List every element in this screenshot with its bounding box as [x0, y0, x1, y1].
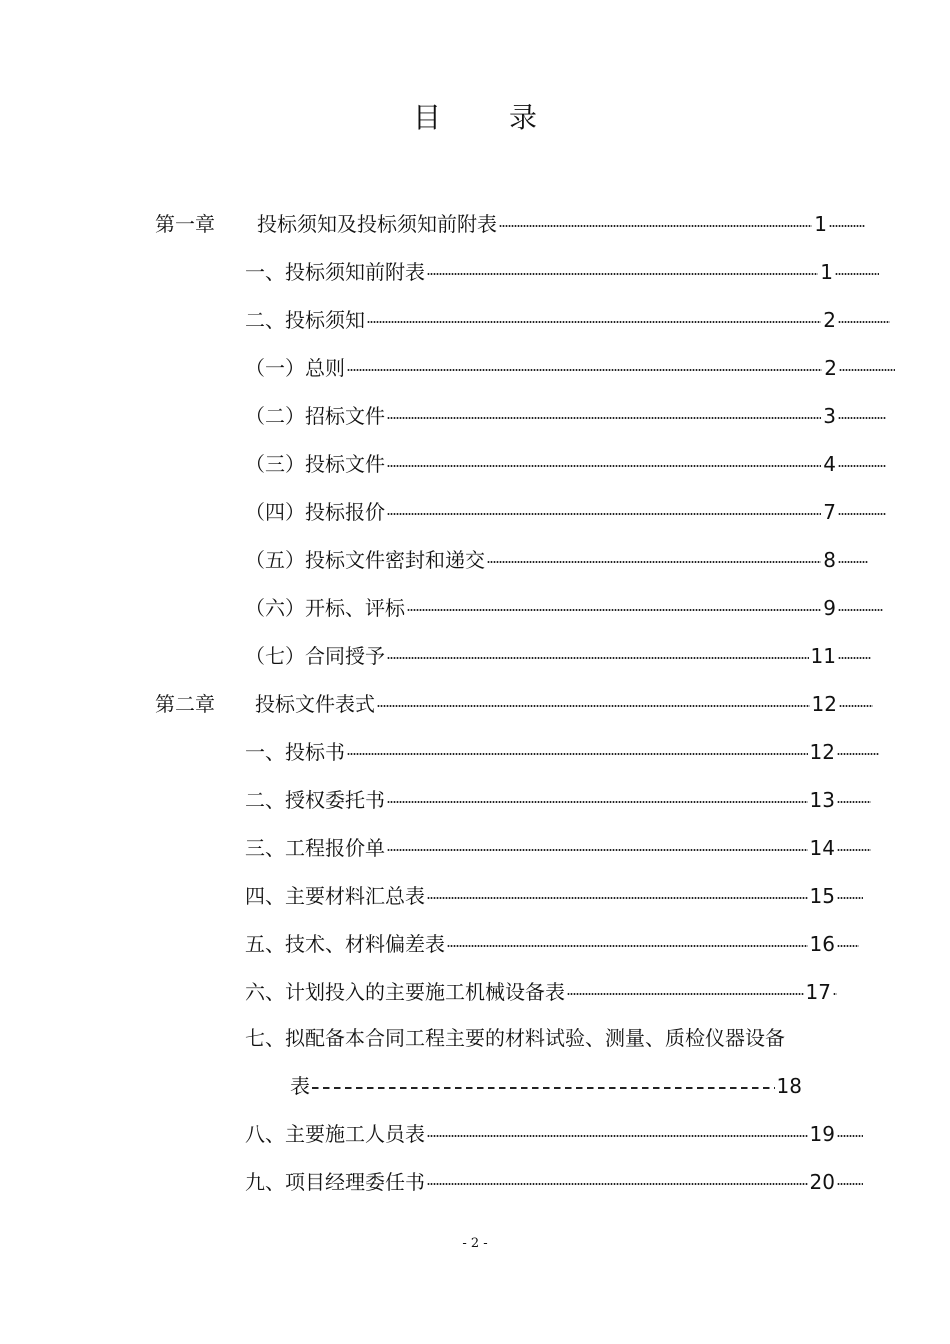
toc-entry[interactable]: [245, 544, 870, 576]
toc-page: 3: [823, 404, 836, 428]
toc-page: 14: [809, 836, 835, 860]
toc-page: 2: [824, 356, 837, 380]
toc-entry[interactable]: [245, 448, 888, 480]
toc-entry[interactable]: [245, 352, 897, 384]
toc-page: 18: [776, 1074, 802, 1098]
page-number-footer: - 2 -: [462, 1236, 488, 1251]
dot-leader: [407, 609, 821, 611]
dot-leader: [427, 1183, 808, 1185]
toc-entry[interactable]: [245, 1118, 865, 1150]
toc-page: 12: [811, 692, 837, 716]
toc-label: 二、投标须知: [245, 308, 365, 332]
toc-entry[interactable]: [245, 496, 888, 528]
dot-leader: [499, 225, 812, 227]
dot-leader: [835, 273, 879, 275]
toc-page: 11: [810, 644, 836, 668]
toc-label: 九、项目经理委任书: [245, 1170, 425, 1194]
dot-leader: [837, 801, 871, 803]
dash-leader: [312, 1087, 775, 1089]
dot-leader: [567, 993, 804, 995]
toc-label: 八、主要施工人员表: [245, 1122, 425, 1146]
toc-page: 12: [809, 740, 835, 764]
dot-leader: [838, 657, 871, 659]
toc-label: （四）投标报价: [245, 500, 385, 524]
toc-entry[interactable]: [245, 784, 873, 816]
dot-leader: [387, 657, 809, 659]
toc-label: 投标须知及投标须知前附表: [257, 212, 497, 236]
dot-leader: [837, 1135, 863, 1137]
toc-entry-continuation[interactable]: [290, 1070, 802, 1102]
toc-page: 13: [809, 788, 835, 812]
toc-label: 五、技术、材料偏差表: [245, 932, 445, 956]
page-title: 目 录: [412, 101, 538, 134]
toc-page: 19: [809, 1122, 835, 1146]
dot-leader: [838, 417, 886, 419]
dot-leader: [347, 753, 808, 755]
toc-entry-multiline[interactable]: [245, 1022, 845, 1054]
chapter-number: 第一章: [155, 212, 215, 236]
toc-entry[interactable]: [245, 976, 839, 1008]
toc-label: 一、投标须知前附表: [245, 260, 425, 284]
dot-leader: [347, 369, 822, 371]
toc-page: 20: [809, 1170, 835, 1194]
toc-label: （六）开标、评标: [245, 596, 405, 620]
dot-leader: [387, 417, 821, 419]
dot-leader: [837, 849, 871, 851]
toc-entry[interactable]: [245, 400, 888, 432]
toc-page: 17: [805, 980, 831, 1004]
toc-entry[interactable]: [245, 1166, 865, 1198]
toc-page: 1: [814, 212, 827, 236]
dot-leader: [838, 609, 883, 611]
toc-label: （五）投标文件密封和递交: [245, 548, 485, 572]
toc-label: 投标文件表式: [255, 692, 375, 716]
toc-label: 表: [290, 1074, 310, 1098]
dot-leader: [833, 993, 837, 995]
toc-label: （一）总则: [245, 356, 345, 380]
dot-leader: [427, 273, 818, 275]
toc-page: 15: [809, 884, 835, 908]
toc-label: 一、投标书: [245, 740, 345, 764]
dot-leader: [838, 561, 868, 563]
dot-leader: [367, 321, 821, 323]
toc-entry[interactable]: [245, 880, 865, 912]
toc-entry[interactable]: [245, 736, 881, 768]
toc-entry[interactable]: [245, 832, 873, 864]
dot-leader: [838, 465, 886, 467]
dot-leader: [447, 945, 808, 947]
toc-label: 六、计划投入的主要施工机械设备表: [245, 980, 565, 1004]
toc-label: 三、工程报价单: [245, 836, 385, 860]
dot-leader: [829, 225, 865, 227]
toc-entry[interactable]: [245, 640, 873, 672]
dot-leader: [387, 849, 808, 851]
toc-chapter-2[interactable]: [155, 688, 875, 720]
chapter-number: 第二章: [155, 692, 215, 716]
toc-page: 16: [809, 932, 835, 956]
dot-leader: [387, 513, 821, 515]
toc-page: 8: [823, 548, 836, 572]
dot-leader: [837, 753, 879, 755]
toc-label: 七、拟配备本合同工程主要的材料试验、测量、质检仪器设备: [245, 1026, 785, 1050]
toc-page: 2: [823, 308, 836, 332]
dot-leader: [427, 897, 808, 899]
dot-leader: [837, 945, 859, 947]
toc-entry[interactable]: [245, 304, 892, 336]
toc-label: （二）招标文件: [245, 404, 385, 428]
dot-leader: [377, 705, 810, 707]
dot-leader: [387, 465, 821, 467]
dot-leader: [839, 369, 895, 371]
dot-leader: [487, 561, 821, 563]
toc-entry[interactable]: [245, 592, 885, 624]
dot-leader: [387, 801, 808, 803]
dot-leader: [427, 1135, 808, 1137]
toc-page: 9: [823, 596, 836, 620]
dot-leader: [838, 321, 890, 323]
toc-entry[interactable]: [245, 256, 881, 288]
dot-leader: [839, 705, 873, 707]
toc-label: （三）投标文件: [245, 452, 385, 476]
dot-leader: [837, 897, 863, 899]
toc-page: 1: [820, 260, 833, 284]
toc-label: 四、主要材料汇总表: [245, 884, 425, 908]
toc-chapter-1[interactable]: [155, 208, 867, 240]
toc-page: 4: [823, 452, 836, 476]
dot-leader: [837, 1183, 863, 1185]
toc-label: 二、授权委托书: [245, 788, 385, 812]
toc-page: 7: [823, 500, 836, 524]
dot-leader: [838, 513, 886, 515]
toc-entry[interactable]: [245, 928, 861, 960]
toc-label: （七）合同授予: [245, 644, 385, 668]
